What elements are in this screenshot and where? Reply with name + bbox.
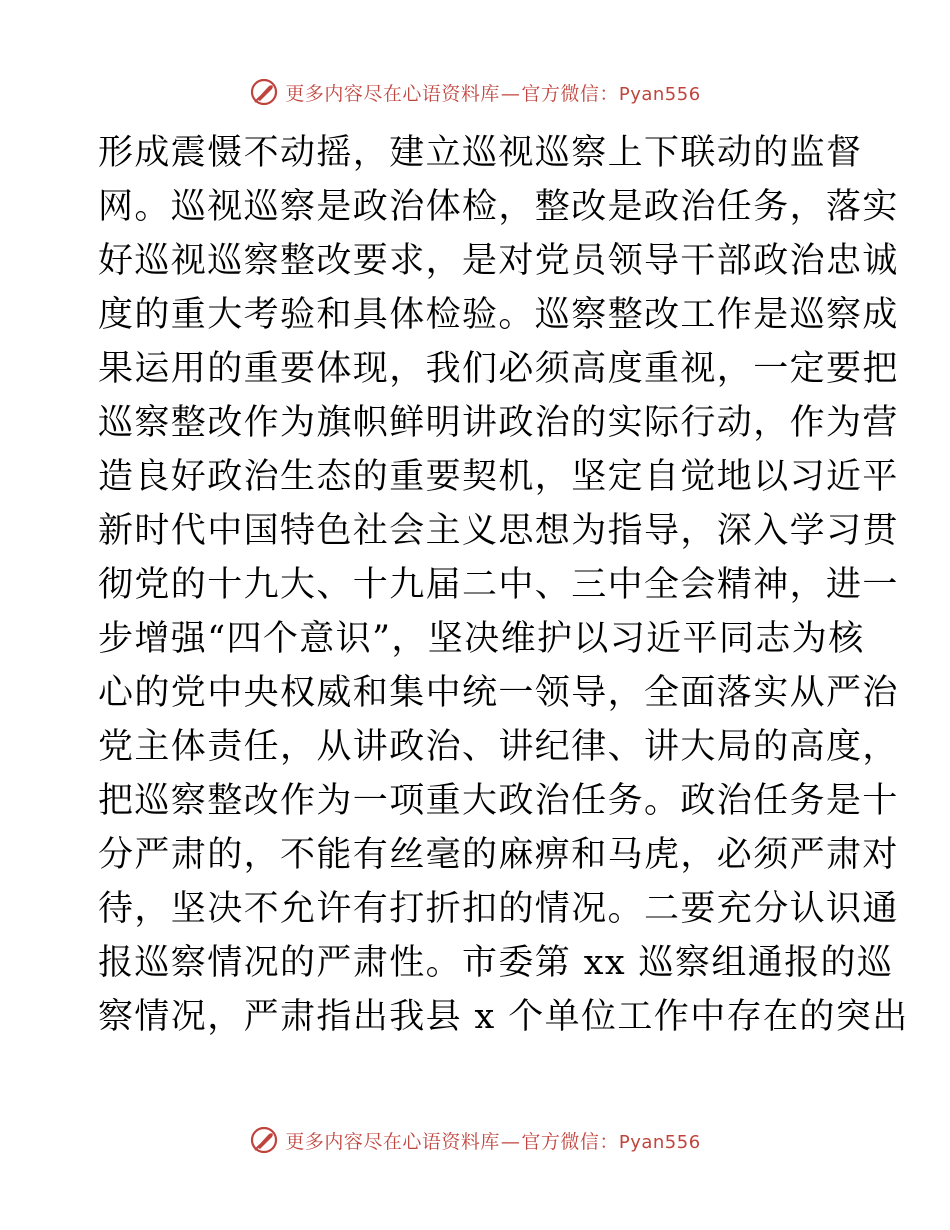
watermark-wechat-id: Pyan556 bbox=[618, 83, 701, 105]
text-line: 心的党中央权威和集中统一领导，全面落实从严治 bbox=[98, 673, 899, 713]
text-line: 步增强“四个意识”，坚决维护以习近平同志为核 bbox=[98, 619, 865, 659]
text-line: 造良好政治生态的重要契机，坚定自觉地以习近平 bbox=[98, 457, 899, 497]
text-line: 党主体责任，从讲政治、讲纪律、讲大局的高度， bbox=[98, 727, 899, 767]
watermark-site-text: 更多内容尽在心语资料库 bbox=[285, 82, 500, 105]
text-line: 度的重大考验和具体检验。巡察整改工作是巡察成 bbox=[98, 295, 899, 335]
text-line: 分严肃的，不能有丝毫的麻痹和马虎，必须严肃对 bbox=[98, 835, 899, 875]
document-body bbox=[98, 126, 909, 1044]
watermark-wechat-label: 官方微信： bbox=[521, 1130, 619, 1153]
text-line: 网。巡视巡察是政治体检，整改是政治任务，落实 bbox=[98, 187, 899, 227]
text-line: 新时代中国特色社会主义思想为指导，深入学习贯 bbox=[98, 511, 899, 551]
watermark-wechat-label: 官方微信： bbox=[521, 82, 619, 105]
watermark-text bbox=[285, 1127, 700, 1154]
text-line: 把巡察整改作为一项重大政治任务。政治任务是十 bbox=[98, 781, 899, 821]
text-line: 待，坚决不允许有打折扣的情况。二要充分认识通 bbox=[98, 889, 899, 929]
text-line: 巡察整改作为旗帜鲜明讲政治的实际行动，作为营 bbox=[98, 403, 899, 443]
watermark-wechat-id: Pyan556 bbox=[618, 1131, 701, 1153]
header-watermark bbox=[0, 72, 950, 112]
text-line: 报巡察情况的严肃性。市委第 xx 巡察组通报的巡 bbox=[98, 943, 894, 983]
watermark-separator: — bbox=[500, 1130, 521, 1153]
feather-pen-logo-icon bbox=[249, 1125, 279, 1155]
text-line: 果运用的重要体现，我们必须高度重视，一定要把 bbox=[98, 349, 899, 389]
text-line: 彻党的十九大、十九届二中、三中全会精神，进一 bbox=[98, 565, 899, 605]
text-line: 形成震慑不动摇，建立巡视巡察上下联动的监督 bbox=[98, 133, 863, 173]
text-line: 察情况，严肃指出我县 x 个单位工作中存在的突出 bbox=[98, 997, 909, 1037]
feather-pen-logo-icon bbox=[249, 77, 279, 107]
footer-watermark bbox=[0, 1120, 950, 1160]
watermark-text bbox=[285, 79, 700, 106]
watermark-site-text: 更多内容尽在心语资料库 bbox=[285, 1130, 500, 1153]
text-line: 好巡视巡察整改要求，是对党员领导干部政治忠诚 bbox=[98, 241, 899, 281]
watermark-separator: — bbox=[500, 82, 521, 105]
